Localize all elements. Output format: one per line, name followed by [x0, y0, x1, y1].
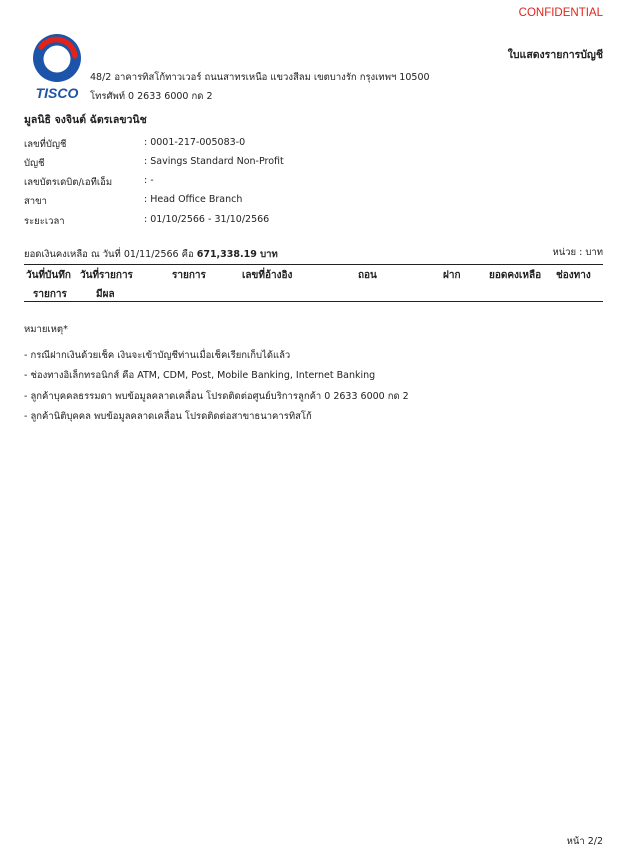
period-value: : 01/10/2566 - 31/10/2566: [144, 214, 270, 225]
th-transaction-date-line2: มีผล: [96, 289, 115, 300]
th-withdrawal: ถอน: [358, 270, 377, 281]
remarks-title: หมายเหตุ*: [24, 324, 68, 335]
account-type-label: บัญชี: [24, 158, 45, 169]
balance-prefix: ยอดเงินคงเหลือ ณ วันที่: [24, 249, 121, 260]
tisco-logo-icon: [30, 32, 84, 102]
debit-card-value: : -: [144, 175, 154, 186]
confidential-label: CONFIDENTIAL: [518, 7, 603, 19]
branch-value: : Head Office Branch: [144, 194, 243, 205]
account-type-value: : Savings Standard Non-Profit: [144, 156, 284, 167]
page-value: 2/2: [587, 836, 603, 847]
table-bottom-rule: [24, 301, 603, 302]
account-number-label: เลขที่บัญชี: [24, 139, 67, 150]
th-reference: เลขที่อ้างอิง: [242, 270, 293, 281]
debit-card-label: เลขบัตรเดบิต/เอทีเอ็ม: [24, 177, 113, 188]
remark-item: - กรณีฝากเงินด้วยเช็ค เงินจะเข้าบัญชีท่านเมื่อเช็คเรียกเก็บได้แล้ว: [24, 350, 291, 361]
th-balance: ยอดคงเหลือ: [489, 270, 542, 281]
page-number: [567, 834, 603, 849]
branch-label: สาขา: [24, 196, 47, 207]
th-channel: ช่องทาง: [556, 270, 591, 281]
table-top-rule: [24, 264, 603, 265]
page-label: หน้า: [566, 836, 585, 847]
th-deposit: ฝาก: [443, 270, 461, 281]
unit-label: หน่วย : บาท: [552, 247, 603, 258]
balance-is: คือ: [181, 249, 194, 260]
remark-item: - ลูกค้าบุคคลธรรมดา พบข้อมูลคลาดเคลื่อน โปรดติดต่อศูนย์บริการลูกค้า 0 2633 6000 กด 2: [24, 391, 409, 402]
tisco-logo: [30, 32, 84, 102]
th-description: รายการ: [172, 270, 206, 281]
th-transaction-date: วันที่รายการ: [80, 270, 133, 281]
balance-summary: [24, 247, 278, 262]
th-record-date-line2: รายการ: [33, 289, 67, 300]
document-title: ใบแสดงรายการบัญชี: [507, 49, 603, 61]
period-label: ระยะเวลา: [24, 216, 65, 227]
bank-phone: โทรศัพท์ 0 2633 6000 กด 2: [90, 91, 213, 102]
remark-item: - ลูกค้านิติบุคคล พบข้อมูลคลาดเคลื่อน โปรดติดต่อสาขาธนาคารทิสโก้: [24, 411, 312, 422]
remark-item: - ช่องทางอิเล็กทรอนิกส์ คือ ATM, CDM, Post, Mobile Banking, Internet Banking: [24, 370, 376, 381]
account-number-value: : 0001-217-005083-0: [144, 137, 246, 148]
balance-amount: 671,338.19 บาท: [196, 249, 278, 260]
bank-address: 48/2 อาคารทิสโก้ทาวเวอร์ ถนนสาทรเหนือ แขวงสีลม เขตบางรัก กรุงเทพฯ 10500: [90, 72, 430, 83]
account-holder-name: มูลนิธิ จงจินต์ ฉัตรเลขวนิช: [24, 114, 147, 126]
balance-date: 01/11/2566: [123, 249, 179, 260]
th-record-date: วันที่บันทึก: [26, 270, 71, 281]
logo-text: TISCO: [35, 85, 79, 101]
